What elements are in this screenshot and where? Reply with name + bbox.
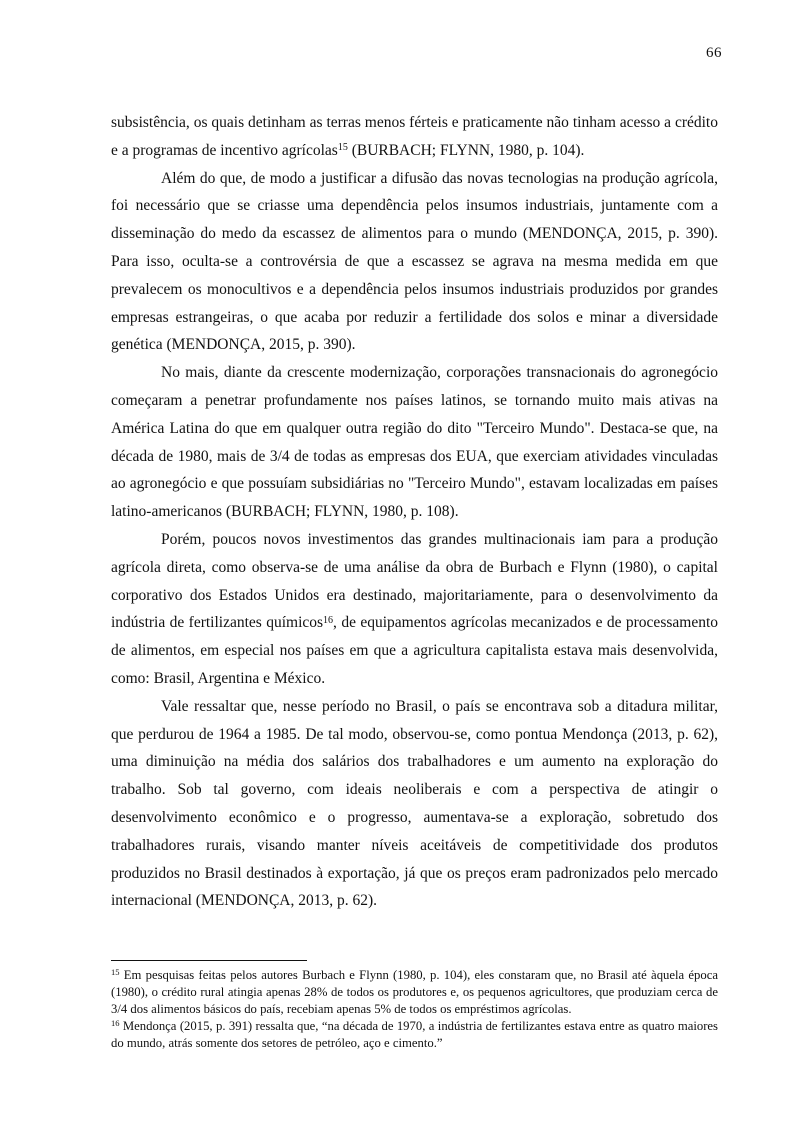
body-text bbox=[111, 109, 718, 915]
footnote-15-marker: 15 bbox=[111, 967, 120, 978]
paragraph-corporacoes-transnacionais: No mais, diante da crescente modernização, corporações transnacionais do agronegócio começaram a penetrar profundamente nos países latinos, se tornando muito mais ativas na América Latina do que em qualquer outra região do dito "Terceiro Mundo". Destaca-se que, na década de 1980, mais de 3/4 de todas as empresas dos EUA, que exerciam atividades vinculadas ao agronegócio e que possuíam subsidiárias no "Terceiro Mundo", estavam localizadas em países latino-americanos (BURBACH; FLYNN, 1980, p. 108). bbox=[111, 364, 718, 521]
footnotes-section bbox=[111, 960, 718, 1052]
footnote-16 bbox=[111, 1018, 718, 1052]
footnote-16-text: Mendonça (2015, p. 391) ressalta que, “na década de 1970, a indústria de fertilizantes estava entre as quatro maiores do mundo, atrás somente dos setores de petróleo, aço e cimento.” bbox=[111, 1019, 718, 1050]
footnote-ref-16: 16 bbox=[323, 614, 334, 626]
footnote-15-text: Em pesquisas feitas pelos autores Burbach e Flynn (1980, p. 104), eles constaram que, no Brasil até àquela época (1980), o crédito rural atingia apenas 28% de todos os produtores e, os pequenos agricultores, que produziam cerca de 3/4 dos alimentos básicos do país, recebiam apenas 5% de todos os empréstimos agrícolas. bbox=[111, 968, 718, 1016]
paragraph-subsistencia bbox=[111, 109, 718, 165]
paragraph-ditadura-militar: Vale ressaltar que, nesse período no Brasil, o país se encontrava sob a ditadura militar, que perdurou de 1964 a 1985. De tal modo, observou-se, como pontua Mendonça (2013, p. 62), uma diminuição na média dos salários dos trabalhadores e um aumento na exploração do trabalho. Sob tal governo, com ideais neoliberais e com a perspectiva de atingir o desenvolvimento econômico e o progresso, aumentava-se a exploração, sobretudo dos trabalhadores rurais, visando manter níveis aceitáveis de competitividade dos produtos produzidos no Brasil destinados à exportação, já que os preços eram padronizados pelo mercado internacional (MENDONÇA, 2013, p. 62). bbox=[111, 697, 718, 910]
footnote-16-marker: 16 bbox=[111, 1018, 120, 1029]
paragraph-difusao-tecnologias: Além do que, de modo a justificar a difusão das novas tecnologias na produção agrícola, foi necessário que se criasse uma dependência pelos insumos industriais, juntamente com a disseminação do medo da escassez de alimentos para o mundo (MENDONÇA, 2015, p. 390). Para isso, oculta-se a controvérsia de que a escassez se agrava na mesma medida em que prevalecem os monocultivos e a dependência pelos insumos industriais produzidos por grandes empresas estrangeiras, o que acaba por reduzir a fertilidade dos solos e minar a diversidade genética (MENDONÇA, 2015, p. 390). bbox=[111, 169, 718, 354]
paragraph-1-citation: (BURBACH; FLYNN, 1980, p. 104). bbox=[347, 141, 585, 159]
footnote-separator-rule bbox=[111, 960, 307, 961]
paragraph-investimentos bbox=[111, 526, 718, 693]
page-number: 66 bbox=[706, 45, 722, 61]
footnote-ref-15: 15 bbox=[337, 142, 348, 154]
footnote-15 bbox=[111, 967, 718, 1018]
paragraph-4-text: Porém, poucos novos investimentos das grandes multinacionais iam para a produção agrícola direta, como observa-se de uma análise da obra de Burbach e Flynn (1980), o capital corporativo dos Estados Unidos era destinado, majoritariamente, para o desenvolvimento da indústria de fertilizantes químicos bbox=[111, 530, 718, 632]
paragraph-1-text: subsistência, os quais detinham as terras menos férteis e praticamente não tinham acesso a crédito e a programas de incentivo agrícolas bbox=[111, 114, 718, 159]
paragraph-4-continuation: , de equipamentos agrícolas mecanizados e de processamento de alimentos, em especial nos países em que a agricultura capitalista estava mais desenvolvida, como: Brasil, Argentina e México. bbox=[111, 614, 719, 687]
